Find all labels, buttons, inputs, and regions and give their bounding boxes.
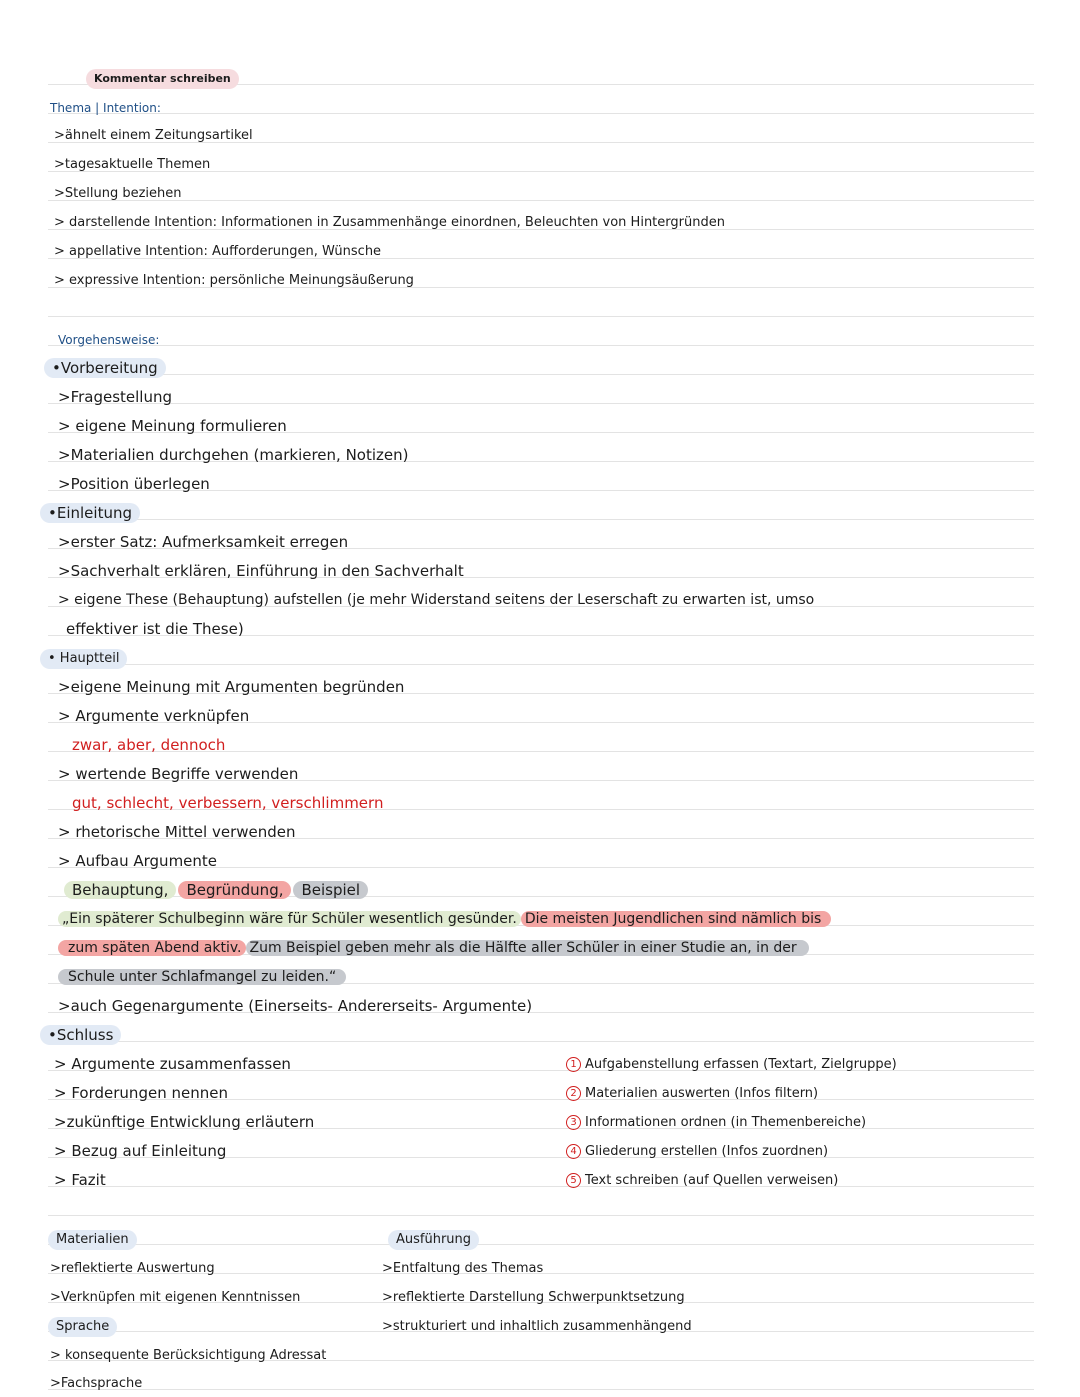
step-text: Gliederung erstellen (Infos zuordnen) [585,1144,829,1159]
ausfuehrung-item: >reflektierte Darstellung Schwerpunktsetzung [382,1290,685,1305]
ruled-line [48,519,1034,520]
vorbereitung-label: •Vorbereitung [44,358,166,378]
materialien-heading: Materialien [48,1230,137,1250]
ruled-line [48,316,1034,317]
vorbereitung-item: >Materialien durchgehen (markieren, Notizen) [58,446,409,464]
hauptteil-item: > rhetorische Mittel verwenden [58,823,296,841]
schluss-label: •Schluss [40,1025,121,1045]
ruled-line [48,1244,1034,1245]
vorgehen-heading: Vorgehensweise: [58,333,160,347]
aufbau-behauptung: Behauptung, [64,881,176,899]
step-text: Materialien auswerten (Infos filtern) [585,1086,819,1101]
einleitung-item: > eigene These (Behauptung) aufstellen (je mehr Widerstand seitens der Leserschaft zu erwarten ist, umso [58,592,815,608]
connector-examples: zwar, aber, dennoch [72,736,226,754]
step-item [566,1113,866,1133]
hauptteil-item: > Argumente verknüpfen [58,707,250,725]
thema-item: > darstellende Intention: Informationen in Zusammenhänge einordnen, Beleuchten von Hintergründen [54,215,725,230]
schluss-item: > Fazit [54,1171,106,1189]
thema-item: >ähnelt einem Zeitungsartikel [54,128,253,143]
ruled-line [48,345,1034,346]
sprache-heading: Sprache [48,1317,117,1337]
thema-heading: Thema | Intention: [50,101,161,115]
vorbereitung-item: >Fragestellung [58,388,173,406]
example-behauptung: „Ein späterer Schulbeginn wäre für Schüler wesentlich gesünder. [58,911,521,927]
ausfuehrung-item: >Entfaltung des Themas [382,1261,544,1276]
step-number-2: 2 [566,1086,581,1101]
wertende-begriffe-examples: gut, schlecht, verbessern, verschlimmern [72,794,384,812]
sprache-item: > konsequente Berücksichtigung Adressat [50,1348,327,1363]
step-number-3: 3 [566,1115,581,1130]
sprache-item: >Fachsprache [50,1376,143,1391]
aufbau-line [64,880,368,900]
einleitung-item: effektiver ist die These) [66,620,244,638]
step-text: Informationen ordnen (in Themenbereiche) [585,1115,867,1130]
vorbereitung-item: > eigene Meinung formulieren [58,417,287,435]
ruled-line [48,1389,1034,1390]
einleitung-item: >Sachverhalt erklären, Einführung in den Sachverhalt [58,562,464,580]
aufbau-begruendung: Begründung, [178,881,291,899]
vorbereitung-item: >Position überlegen [58,475,210,493]
thema-item: >Stellung beziehen [54,186,182,201]
ruled-line [48,403,1034,404]
example-beispiel-2: Schule unter Schlafmangel zu leiden.“ [58,969,346,985]
hauptteil-item: > wertende Begriffe verwenden [58,765,299,783]
step-number-4: 4 [566,1144,581,1159]
thema-item: > expressive Intention: persönliche Meinungsäußerung [54,273,414,288]
ruled-line [48,664,1034,665]
materialien-item: >Verknüpfen mit eigenen Kenntnissen [50,1290,301,1305]
example-begruendung-1: Die meisten Jugendlichen sind nämlich bis [521,911,832,927]
example-line-2 [58,938,809,958]
step-item [566,1055,897,1075]
schluss-item: > Forderungen nennen [54,1084,228,1102]
hauptteil-item: >auch Gegenargumente (Einerseits- Andererseits- Argumente) [58,997,533,1015]
example-line-3 [58,967,346,987]
example-beispiel-1: Zum Beispiel geben mehr als die Hälfte aller Schüler in einer Studie an, in der [246,940,809,956]
step-item [566,1084,818,1104]
materialien-item: >reflektierte Auswertung [50,1261,215,1276]
step-text: Aufgabenstellung erfassen (Textart, Zielgruppe) [585,1057,897,1072]
step-item [566,1142,828,1162]
ruled-line [48,1215,1034,1216]
ruled-line [48,374,1034,375]
ausfuehrung-heading: Ausführung [388,1230,479,1250]
ruled-line [48,1186,1034,1187]
hauptteil-label: • Hauptteil [40,649,127,669]
step-item [566,1171,838,1191]
schluss-item: > Argumente zusammenfassen [54,1055,291,1073]
einleitung-label: •Einleitung [40,503,140,523]
ruled-line [48,113,1034,114]
ruled-line [48,200,1034,201]
thema-item: >tagesaktuelle Themen [54,157,211,172]
example-begruendung-2: zum späten Abend aktiv. [58,940,246,956]
schluss-item: >zukünftige Entwicklung erläutern [54,1113,315,1131]
thema-item: > appellative Intention: Aufforderungen, Wünsche [54,244,382,259]
einleitung-item: >erster Satz: Aufmerksamkeit erregen [58,533,349,551]
step-text: Text schreiben (auf Quellen verweisen) [585,1173,839,1188]
schluss-item: > Bezug auf Einleitung [54,1142,227,1160]
ruled-line [48,1041,1034,1042]
example-line-1 [58,909,831,929]
ausfuehrung-item: >strukturiert und inhaltlich zusammenhängend [382,1319,692,1334]
aufbau-beispiel: Beispiel [293,881,368,899]
hauptteil-item: > Aufbau Argumente [58,852,218,870]
hauptteil-item: >eigene Meinung mit Argumenten begründen [58,678,405,696]
page-title: Kommentar schreiben [86,69,239,89]
step-number-5: 5 [566,1173,581,1188]
step-number-1: 1 [566,1057,581,1072]
